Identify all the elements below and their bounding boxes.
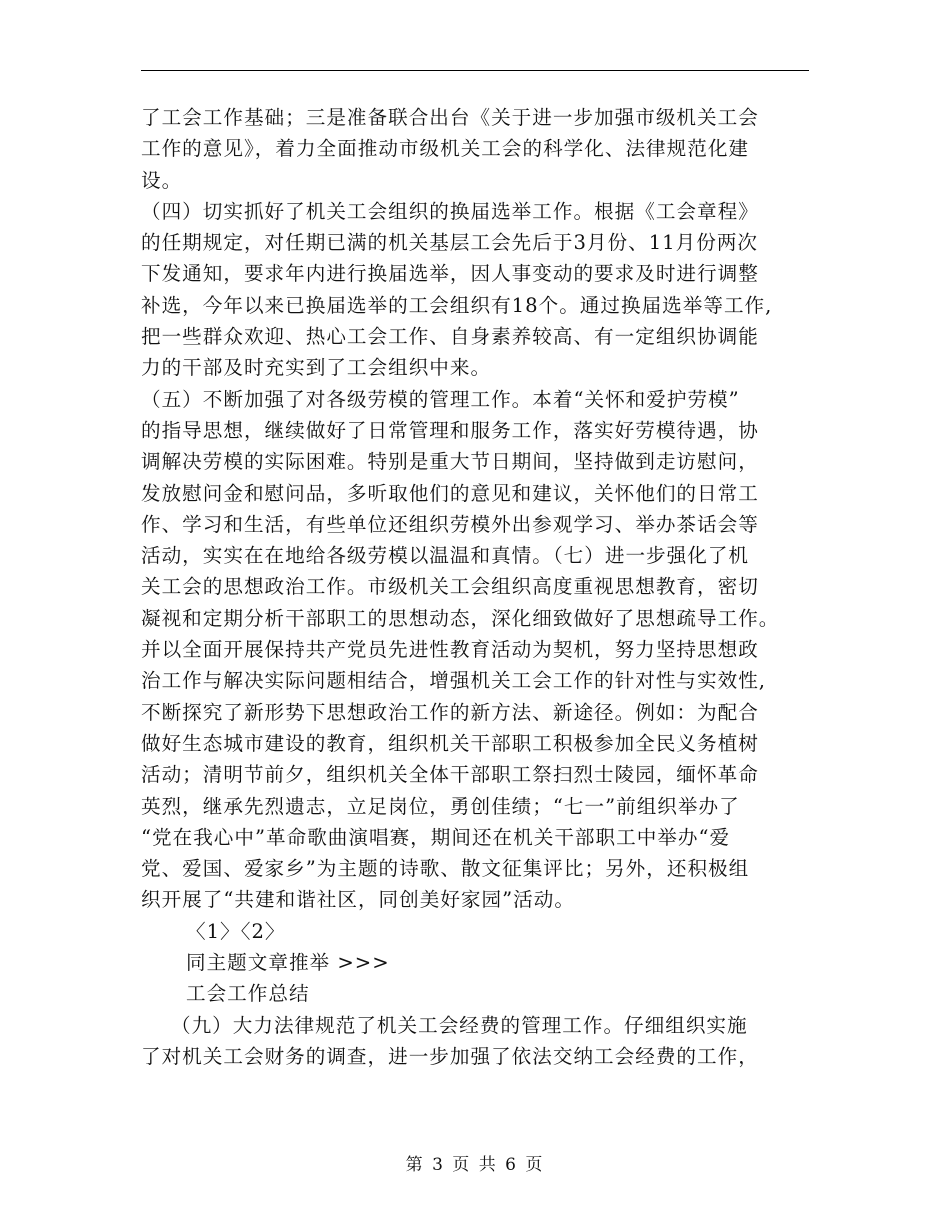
body-line: （五）不断加强了对各级劳模的管理工作。本着“关怀和爱护劳模” (141, 387, 740, 411)
body-line: 做好生态城市建设的教育，组织机关干部职工积极参加全民义务植树 (141, 731, 759, 755)
body-line: 不断探究了新形势下思想政治工作的新方法、新途径。例如：为配合 (141, 700, 759, 724)
body-line: 把一些群众欢迎、热心工会工作、自身素养较高、有一定组织协调能 (141, 325, 759, 349)
body-line: 织开展了“共建和谐社区，同创美好家园”活动。 (141, 888, 575, 912)
body-line: 设。 (141, 168, 183, 192)
body-line: （九）大力法律规范了机关工会经费的管理工作。仔细组织实施 (171, 1013, 748, 1037)
body-line: 的指导思想，继续做好了日常管理和服务工作，落实好劳模待遇，协 (141, 418, 759, 442)
body-line: 工作的意见》，着力全面推动市级机关工会的科学化、法律规范化建 (141, 137, 750, 161)
body-line: 了工会工作基础；三是准备联合出台《关于进一步加强市级机关工会 (141, 106, 759, 129)
document-body (141, 102, 821, 1072)
body-line: 凝视和定期分析干部职工的思想动态，深化细致做好了思想疏导工作。 (141, 606, 780, 630)
body-line: 了对机关工会财务的调查，进一步加强了依法交纳工会经费的工作， (141, 1044, 759, 1068)
body-line: 活动；清明节前夕，组织机关全体干部职工祭扫烈士陵园，缅怀革命 (141, 763, 759, 787)
body-line: 的任期规定，对任期已满的机关基层工会先后于3月份、11月份两次 (141, 231, 759, 255)
body-line: 关工会的思想政治工作。市级机关工会组织高度重视思想教育，密切 (141, 575, 759, 599)
body-line: 英烈，继承先烈遗志，立足岗位，勇创佳绩；“七一”前组织举办了 (141, 794, 740, 818)
page-number-footer: 第 3 页 共 6 页 (405, 1155, 545, 1175)
body-line: 并以全面开展保持共产党员先进性教育活动为契机，努力坚持思想政 (141, 638, 759, 662)
body-line: 下发通知，要求年内进行换届选举，因人事变动的要求及时进行调整 (141, 262, 759, 286)
body-line: 调解决劳模的实际困难。特别是重大节日期间，坚持做到走访慰问， (141, 450, 759, 474)
body-line: “党在我心中”革命歌曲演唱赛，期间还在机关干部职工中举办“爱 (141, 825, 731, 849)
body-line: 党、爱国、爱家乡”为主题的诗歌、散文征集评比；另外，还积极组 (141, 857, 750, 881)
body-line: 作、学习和生活，有些单位还组织劳模外出参观学习、举办茶话会等 (141, 512, 759, 536)
body-line: 活动，实实在在地给各级劳模以温温和真情。（七）进一步强化了机 (141, 544, 750, 568)
pager-links[interactable]: 〈1〉〈2〉 (186, 919, 286, 943)
related-article-link[interactable]: 工会工作总结 (186, 982, 310, 1006)
body-line: 发放慰问金和慰问品，多听取他们的意见和建议，关怀他们的日常工 (141, 481, 759, 505)
body-line: 力的干部及时充实到了工会组织中来。 (141, 356, 492, 380)
related-articles-heading[interactable]: 同主题文章推举 >>> (186, 951, 390, 975)
header-rule (141, 70, 809, 71)
body-line: 治工作与解决实际问题相结合，增强机关工会工作的针对性与实效性, (141, 669, 767, 693)
body-line: （四）切实抓好了机关工会组织的换届选举工作。根据《工会章程》 (141, 199, 759, 223)
body-line: 补选，今年以来已换届选举的工会组织有18个。通过换届选举等工作, (141, 293, 773, 317)
